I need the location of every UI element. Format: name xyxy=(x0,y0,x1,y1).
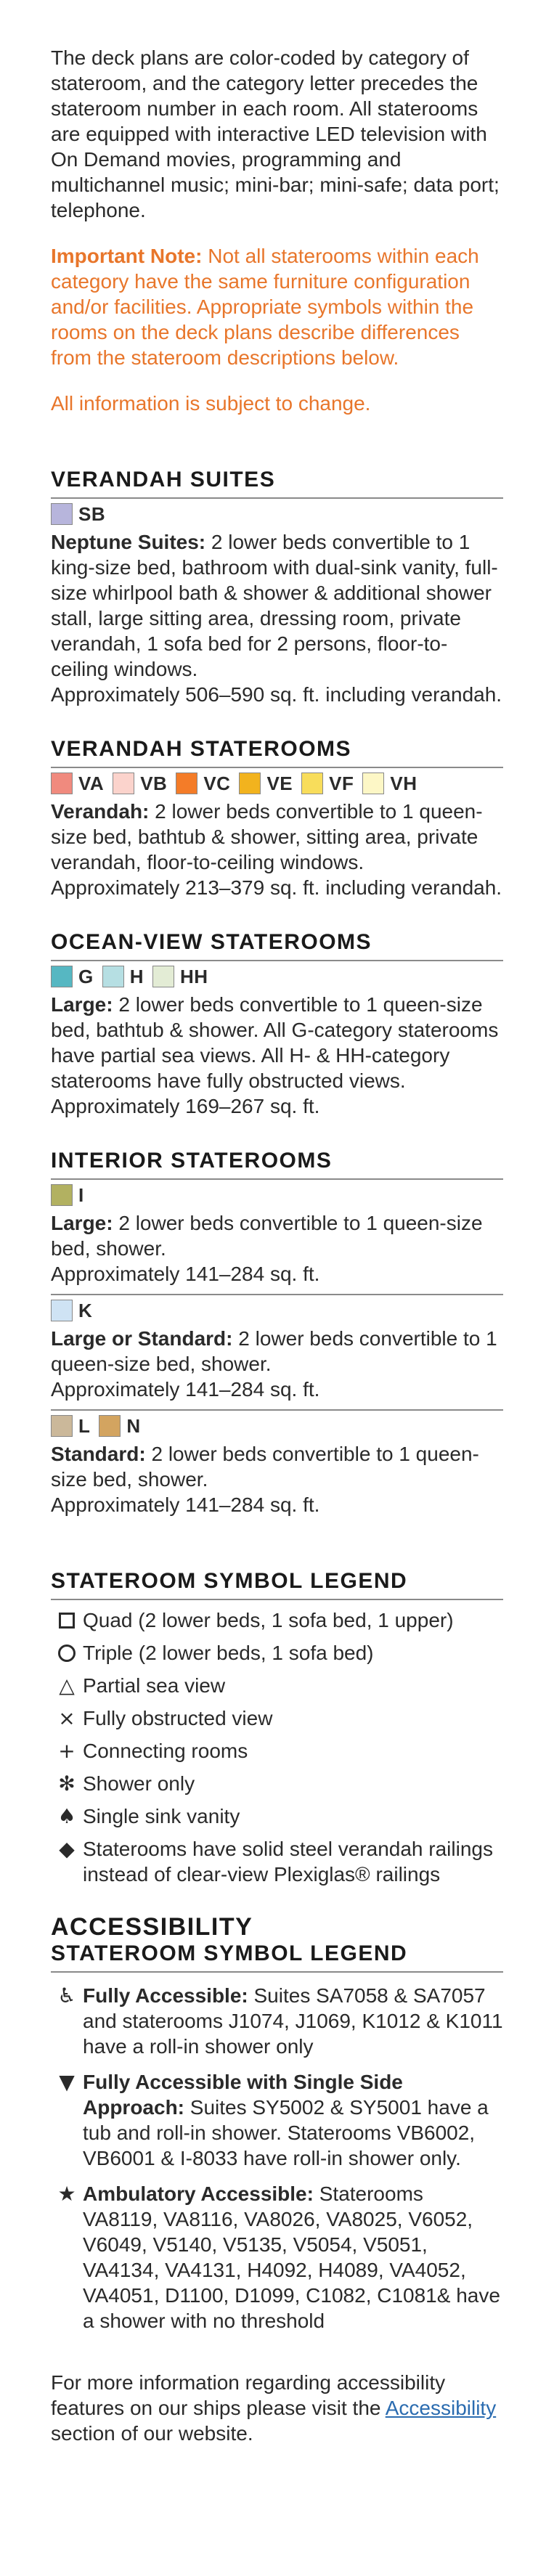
category-swatch xyxy=(176,773,230,795)
divider xyxy=(51,1409,503,1411)
accessibility-label: Fully Accessible: xyxy=(83,1984,248,2007)
category-swatch xyxy=(51,1300,92,1322)
description-text: 2 lower beds convertible to 1 queen-size bed, shower. xyxy=(51,1212,483,1260)
legend-text: Staterooms have solid steel verandah railings instead of clear-view Plexiglas® railings xyxy=(83,1838,493,1886)
color-box xyxy=(176,773,197,794)
category-code: L xyxy=(78,1414,91,1437)
legend-text: Triple (2 lower beds, 1 sofa bed) xyxy=(83,1642,374,1664)
star-icon: ★ xyxy=(57,2182,76,2206)
legend-item xyxy=(51,1836,503,1887)
legend-item xyxy=(51,1673,503,1698)
category-swatches xyxy=(51,966,503,987)
category-code: N xyxy=(126,1414,141,1437)
accessibility-title: ACCESSIBILITY xyxy=(51,1913,253,1941)
category-code: HH xyxy=(180,965,208,987)
legend-text: Single sink vanity xyxy=(83,1805,240,1827)
color-box xyxy=(51,966,73,987)
category-swatch xyxy=(51,1184,84,1207)
description-text: 2 lower beds convertible to 1 queen-size bed, bathtub & shower. All G-category staterooms have partial sea views. All H- & HH-category staterooms have fully obstructed views. xyxy=(51,993,499,1092)
color-box xyxy=(51,773,73,794)
section-heading: INTERIOR STATEROOMS xyxy=(51,1149,333,1173)
verandah-suites-section xyxy=(51,467,503,707)
legend-text: Quad (2 lower beds, 1 sofa bed, 1 upper) xyxy=(83,1609,454,1631)
ocean-view-section xyxy=(51,929,503,1119)
color-box xyxy=(51,1415,73,1437)
divider xyxy=(51,1599,503,1600)
category-swatch xyxy=(362,773,417,795)
asterisk-icon: ✻ xyxy=(58,1772,76,1796)
diamond-icon: ◆ xyxy=(59,1837,75,1861)
accessibility-subtitle: STATEROOM SYMBOL LEGEND xyxy=(51,1941,408,1965)
section-heading: OCEAN-VIEW STATEROOMS xyxy=(51,930,372,954)
category-code: K xyxy=(78,1299,93,1321)
description-text: 2 lower beds convertible to 1 king-size bed, bathroom with dual-sink vanity, full-size whirlpool bath & shower & additional shower stall, large sitting area, dressing room, private verandah, 1 sofa bed for 2 persons, floor-to-ceiling windows. xyxy=(51,531,498,680)
verandah-staterooms-section xyxy=(51,736,503,900)
legend-item xyxy=(51,1640,503,1666)
category-swatch xyxy=(113,773,167,795)
intro-paragraph: The deck plans are color-coded by category of stateroom, and the category letter precedes the stateroom number in each room. All staterooms are equipped with interactive LED television with On Demand movies, programming and multichannel music; mini-bar; mini-safe; data port; telephone. xyxy=(51,46,500,221)
plus-icon: + xyxy=(58,1739,76,1763)
interior-section xyxy=(51,1148,503,1517)
legend-item xyxy=(51,1705,503,1731)
cross-icon: × xyxy=(58,1706,76,1730)
section-heading: VERANDAH STATEROOMS xyxy=(51,737,352,761)
symbol-legend-list xyxy=(51,1607,503,1887)
category-swatch xyxy=(51,503,105,526)
color-box xyxy=(99,1415,121,1437)
accessibility-item xyxy=(51,2181,503,2334)
color-box xyxy=(152,966,174,987)
size-text: Approximately 169–267 sq. ft. xyxy=(51,1095,320,1117)
divider xyxy=(51,960,503,961)
category-code: VA xyxy=(78,772,105,794)
legend-text: Connecting rooms xyxy=(83,1740,248,1762)
category-code: VH xyxy=(390,772,417,794)
description-label: Standard: xyxy=(51,1443,146,1465)
category-description xyxy=(51,992,503,1093)
description-text: 2 lower beds convertible to 1 queen-size bed, shower. xyxy=(51,1443,479,1491)
description-label: Large: xyxy=(51,993,113,1016)
triangle-icon: △ xyxy=(59,1674,75,1697)
color-box xyxy=(102,966,124,987)
category-swatch xyxy=(239,773,293,795)
category-code: I xyxy=(78,1183,84,1206)
category-swatch xyxy=(51,773,104,795)
legend-item xyxy=(51,1738,503,1764)
description-label: Verandah: xyxy=(51,800,150,823)
color-box xyxy=(362,773,384,794)
category-code: VE xyxy=(266,772,293,794)
color-box xyxy=(51,1300,73,1321)
accessibility-text xyxy=(83,2069,503,2171)
symbol-legend-section xyxy=(51,1568,503,1887)
description-label: Large or Standard: xyxy=(51,1327,233,1350)
category-description xyxy=(51,1210,503,1261)
color-box xyxy=(239,773,261,794)
change-notice: All information is subject to change. xyxy=(51,392,371,415)
category-swatches xyxy=(51,773,503,794)
accessibility-text xyxy=(83,2181,503,2334)
footer-text-after: section of our website. xyxy=(51,2422,253,2445)
accessibility-detail: Staterooms VA8119, VA8116, VA8026, VA8025, V6052, V6049, V5140, V5135, V5054, V5051, VA4134, VA4131, H4092, H4089, VA4052, VA4051, D1100, D1099, C1082, C1081& have a shower with no threshold xyxy=(83,2182,500,2332)
legend-text: Fully obstructed view xyxy=(83,1707,273,1729)
divider xyxy=(51,1294,503,1295)
accessibility-detail: Suites SY5002 & SY5001 have a tub and roll-in shower. Staterooms VB6002, VB6001 & I-8033 have roll-in shower only. xyxy=(83,2096,489,2169)
legend-text: Shower only xyxy=(83,1772,195,1795)
category-code: VF xyxy=(329,772,354,794)
color-box xyxy=(301,773,323,794)
description-text: 2 lower beds convertible to 1 queen-size bed, bathtub & shower, sitting area, private verandah, floor-to-ceiling windows. xyxy=(51,800,483,873)
accessibility-label: Ambulatory Accessible: xyxy=(83,2182,314,2205)
important-note xyxy=(51,243,503,370)
category-description xyxy=(51,799,503,875)
size-text: Approximately 506–590 sq. ft. including verandah. xyxy=(51,683,502,706)
spade-icon: ♠ xyxy=(57,1804,76,1828)
footer-note xyxy=(51,2370,503,2446)
size-text: Approximately 141–284 sq. ft. xyxy=(51,1378,320,1401)
size-text: Approximately 213–379 sq. ft. including verandah. xyxy=(51,876,502,899)
category-swatch xyxy=(99,1415,140,1438)
circle-icon xyxy=(51,1640,83,1662)
color-box xyxy=(51,1184,73,1206)
category-code: H xyxy=(129,965,144,987)
category-code: VB xyxy=(140,772,168,794)
category-code: SB xyxy=(78,502,106,525)
category-swatch xyxy=(51,966,94,988)
divider xyxy=(51,1178,503,1180)
divider xyxy=(51,497,503,499)
category-swatches xyxy=(51,1300,503,1321)
wheelchair-icon: ♿ xyxy=(57,1984,76,2008)
legend-item xyxy=(51,1803,503,1829)
category-swatch xyxy=(51,1415,90,1438)
category-swatch xyxy=(102,966,144,988)
footer-text-before: For more information regarding accessibility features on our ships please visit the xyxy=(51,2371,446,2419)
category-swatch xyxy=(152,966,208,988)
important-note-text: Not all staterooms within each category have the same furniture configuration and/or facilities. Appropriate symbols within the rooms on the deck plans describe differences from the stateroom descriptions below. xyxy=(51,245,479,369)
accessibility-label: Fully Accessible with Single Side Approach: xyxy=(83,2071,403,2119)
accessibility-text xyxy=(83,1983,503,2059)
category-swatches xyxy=(51,1415,503,1437)
important-note-label: Important Note: xyxy=(51,245,203,267)
size-text: Approximately 141–284 sq. ft. xyxy=(51,1493,320,1516)
section-heading: STATEROOM SYMBOL LEGEND xyxy=(51,1569,408,1593)
divider xyxy=(51,1971,503,1973)
description-label: Neptune Suites: xyxy=(51,531,206,553)
square-icon xyxy=(51,1607,83,1629)
accessibility-item xyxy=(51,2069,503,2171)
color-box xyxy=(51,503,73,525)
accessibility-link[interactable]: Accessibility xyxy=(385,2397,497,2419)
category-code: VC xyxy=(203,772,231,794)
accessibility-item xyxy=(51,1983,503,2059)
color-box xyxy=(113,773,134,794)
accessibility-detail: Suites SA7058 & SA7057 and staterooms J1074, J1069, K1012 & K1011 have a roll-in shower only xyxy=(83,1984,503,2058)
legend-text: Partial sea view xyxy=(83,1674,226,1697)
description-label: Large: xyxy=(51,1212,113,1234)
category-code: G xyxy=(78,965,94,987)
description-text: 2 lower beds convertible to 1 queen-size bed, shower. xyxy=(51,1327,497,1375)
legend-item xyxy=(51,1771,503,1796)
section-heading: VERANDAH SUITES xyxy=(51,468,276,492)
divider xyxy=(51,767,503,768)
size-text: Approximately 141–284 sq. ft. xyxy=(51,1263,320,1285)
down-triangle-icon: ▼ xyxy=(59,2070,75,2094)
accessibility-section xyxy=(51,1913,503,2334)
category-swatches xyxy=(51,1184,503,1206)
category-description xyxy=(51,529,503,682)
legend-item xyxy=(51,1607,503,1633)
category-swatches xyxy=(51,503,503,525)
category-description xyxy=(51,1441,503,1492)
accessibility-legend-list xyxy=(51,1983,503,2334)
category-description xyxy=(51,1326,503,1377)
category-swatch xyxy=(301,773,354,795)
